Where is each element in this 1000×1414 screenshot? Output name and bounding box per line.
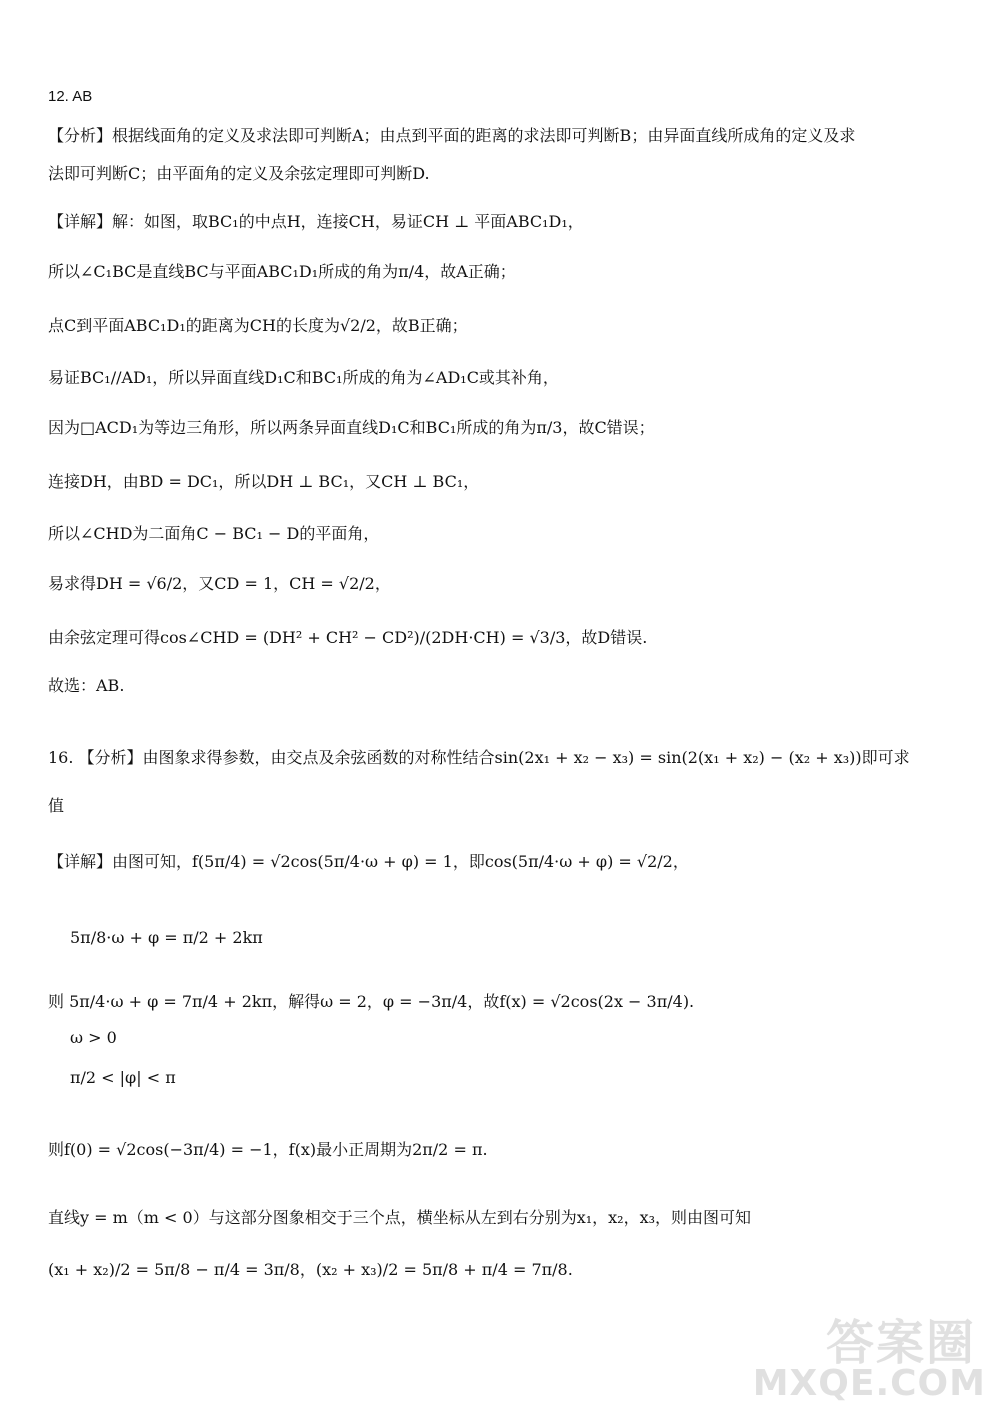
watermark-logo: [752, 1304, 986, 1404]
q12-line: 易证BC₁//AD₁，所以异面直线D₁C和BC₁所成的角为∠AD₁C或其补角，: [48, 368, 559, 387]
q12-line: 连接DH，由BD = DC₁，所以DH ⊥ BC₁，又CH ⊥ BC₁，: [48, 472, 480, 491]
q16-line: 直线y = m（m < 0）与这部分图象相交于三个点，横坐标从左到右分别为x₁，x₂，x₃，则由图可知: [48, 1208, 752, 1227]
q12-line: 点C到平面ABC₁D₁的距离为CH的长度为√2/2，故B正确；: [48, 316, 468, 335]
q12-heading: 12. AB: [48, 88, 93, 105]
q12-line: 法即可判断C；由平面角的定义及余弦定理即可判断D.: [48, 164, 430, 183]
q12-line: 所以∠CHD为二面角C − BC₁ − D的平面角，: [48, 524, 380, 543]
q16-line: 【详解】由图可知，f(5π/4) = √2cos(5π/4·ω + φ) = 1，即cos(5π/4·ω + φ) = √2/2，: [48, 852, 689, 871]
q16-line: 5π/8·ω + φ = π/2 + 2kπ: [70, 928, 263, 947]
q12-line: 故选：AB.: [48, 676, 125, 695]
watermark-bottom-text: MXQE.COM: [752, 1363, 986, 1404]
q16-line: 值: [48, 796, 65, 815]
q12-line: 【分析】根据线面角的定义及求法即可判断A；由点到平面的距离的求法即可判断B；由异面直线所成角的定义及求: [48, 126, 856, 145]
q16-line: ω > 0: [70, 1028, 117, 1047]
q12-line: 所以∠C₁BC是直线BC与平面ABC₁D₁所成的角为π/4，故A正确；: [48, 262, 516, 281]
q12-line: 因为□ACD₁为等边三角形，所以两条异面直线D₁C和BC₁所成的角为π/3，故C错误；: [48, 418, 655, 437]
q16-line: 则f(0) = √2cos(−3π/4) = −1，f(x)最小正周期为2π/2 = π.: [48, 1140, 488, 1159]
q12-line: 由余弦定理可得cos∠CHD = (DH² + CH² − CD²)/(2DH·CH) = √3/3，故D错误.: [48, 628, 648, 647]
q16-line: 16. 【分析】由图象求得参数，由交点及余弦函数的对称性结合sin(2x₁ + x₂ − x₃) = sin(2(x₁ + x₂) − (x₂ + x₃))即可求: [48, 748, 910, 767]
q16-line: (x₁ + x₂)/2 = 5π/8 − π/4 = 3π/8，(x₂ + x₃)/2 = 5π/8 + π/4 = 7π/8.: [48, 1260, 573, 1279]
q12-line: 易求得DH = √6/2，又CD = 1，CH = √2/2，: [48, 574, 391, 593]
q16-line: 则 5π/4·ω + φ = 7π/4 + 2kπ，解得ω = 2，φ = −3π/4，故f(x) = √2cos(2x − 3π/4).: [48, 992, 695, 1011]
watermark-top-text: 答案圈: [825, 1315, 976, 1371]
q12-line: 【详解】解：如图，取BC₁的中点H，连接CH，易证CH ⊥ 平面ABC₁D₁，: [48, 212, 584, 231]
q16-line: π/2 < |φ| < π: [70, 1068, 176, 1087]
